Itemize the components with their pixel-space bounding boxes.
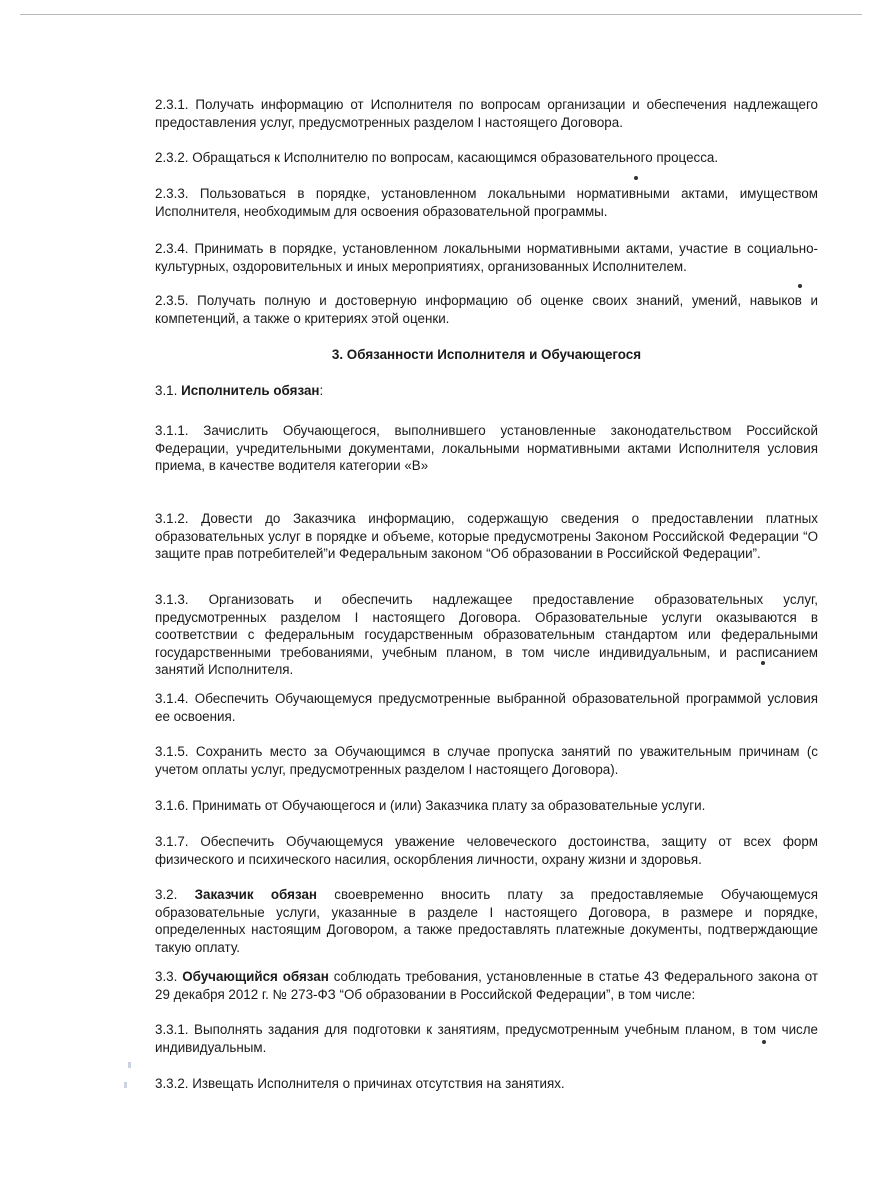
- page-top-edge: [20, 14, 862, 15]
- clause-2-3-4: 2.3.4. Принимать в порядке, установленном локальными нормативными актами, участие в социально-культурных, оздоровительных и иных мероприятиях, организованных Исполнителем.: [155, 241, 818, 274]
- clause-3-2-subject: Заказчик обязан: [194, 887, 317, 902]
- clause-2-3-1: 2.3.1. Получать информацию от Исполнителя по вопросам организации и обеспечения надлежащего предоставления услуг, предусмотренных разделом I настоящего Договора.: [155, 97, 818, 130]
- clause-3-3-tail: соблюдать требования, установленные в статье 43 Федерального закона от 29 декабря 2012 г. № 273-ФЗ “Об образовании в Российской Федерации”, в том числе:: [155, 969, 818, 1002]
- scan-speck: [761, 661, 765, 665]
- clause-3-1-7: 3.1.7. Обеспечить Обучающемуся уважение человеческого достоинства, защиту от всех форм физического и психического насилия, оскорбления личности, охрану жизни и здоровья.: [155, 834, 818, 867]
- clause-2-3-3: 2.3.3. Пользоваться в порядке, установленном локальными нормативными актами, имуществом Исполнителя, необходимым для освоения образовательной программы.: [155, 186, 818, 219]
- clause-3-1-tail: :: [319, 383, 324, 398]
- clause-3-1-3: 3.1.3. Организовать и обеспечить надлежащее предоставление образовательных услуг, предусмотренных разделом I настоящего Договора. Образовательные услуги оказываются в соответствии с федеральным государственным образовательным стандартом или федеральными государственными требованиями, учебным планом, в том числе индивидуальным, и расписанием занятий Исполнителя.: [155, 592, 818, 677]
- scan-speck: [634, 176, 638, 180]
- clause-3-1-1: 3.1.1. Зачислить Обучающегося, выполнившего установленные законодательством Российской Федерации, учредительными документами, локальными нормативными актами Исполнителя условия приема, в качестве водителя категории «В»: [155, 423, 818, 473]
- clause-3-1: [155, 382, 818, 400]
- clause-3-1-6: 3.1.6. Принимать от Обучающегося и (или) Заказчика плату за образовательные услуги.: [155, 798, 706, 813]
- clause-3-3-2: 3.3.2. Извещать Исполнителя о причинах отсутствия на занятиях.: [155, 1076, 565, 1091]
- clause-3-2: [155, 886, 818, 956]
- clause-3-3-number: 3.3.: [155, 969, 178, 984]
- clause-2-3-2: 2.3.2. Обращаться к Исполнителю по вопросам, касающимся образовательного процесса.: [155, 150, 719, 165]
- scan-speck: [762, 1040, 766, 1044]
- clause-3-1-5: 3.1.5. Сохранить место за Обучающимся в случае пропуска занятий по уважительным причинам (с учетом оплаты услуг, предусмотренных разделом I настоящего Договора).: [155, 744, 818, 777]
- clause-3-3-subject: Обучающийся обязан: [182, 969, 329, 984]
- clause-3-3: [155, 968, 818, 1003]
- clause-3-2-number: 3.2.: [155, 887, 178, 902]
- scan-mark: [128, 1062, 131, 1068]
- clause-3-2-tail: своевременно вносить плату за предоставляемые Обучающемуся образовательные услуги, указанные в разделе I настоящего Договора, в размере и порядке, определенных настоящим Договором, а также предоставлять платежные документы, подтверждающие такую оплату.: [155, 887, 818, 955]
- clause-3-1-2: 3.1.2. Довести до Заказчика информацию, содержащую сведения о предоставлении платных образовательных услуг в порядке и объеме, которые предусмотрены Законом Российской Федерации “О защите прав потребителей”и Федеральным законом “Об образовании в Российской Федерации”.: [155, 511, 818, 561]
- clause-3-1-4: 3.1.4. Обеспечить Обучающемуся предусмотренные выбранной образовательной программой условия ее освоения.: [155, 691, 818, 724]
- section-3-heading: 3. Обязанности Исполнителя и Обучающегося: [331, 347, 642, 362]
- scan-speck: [798, 284, 802, 288]
- clause-3-1-number: 3.1.: [155, 383, 178, 398]
- scan-mark: [124, 1082, 127, 1088]
- clause-3-3-1: 3.3.1. Выполнять задания для подготовки к занятиям, предусмотренным учебным планом, в том числе индивидуальным.: [155, 1022, 818, 1055]
- clause-3-1-subject: Исполнитель обязан: [181, 383, 320, 398]
- clause-2-3-5: 2.3.5. Получать полную и достоверную информацию об оценке своих знаний, умений, навыков и компетенций, а также о критериях этой оценки.: [155, 293, 818, 326]
